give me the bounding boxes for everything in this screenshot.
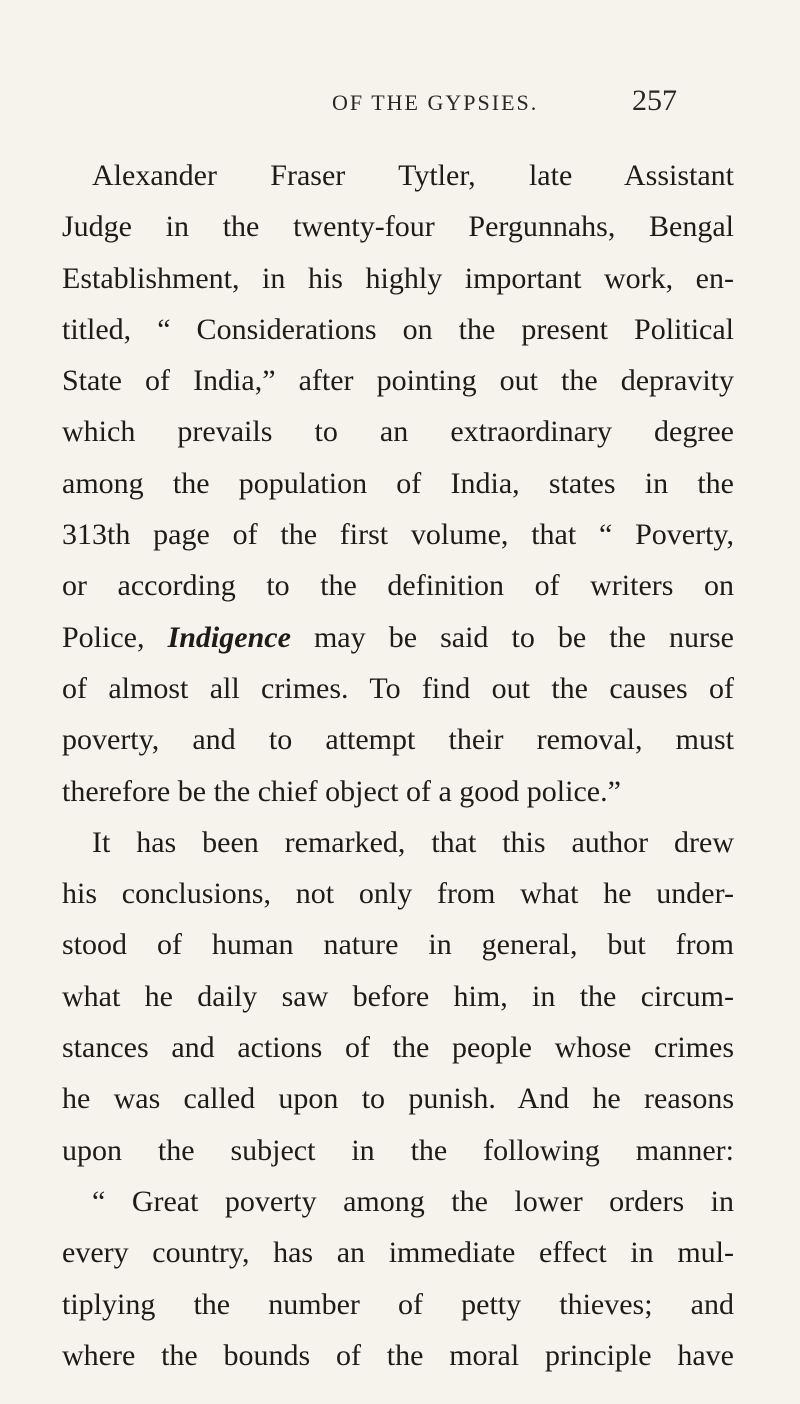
- text-line-22: every country, has an immediate effect in mul-: [62, 1236, 734, 1270]
- text-line-9: or according to the definition of writers on: [62, 569, 734, 603]
- body-text: [62, 150, 734, 1381]
- text-line-17: what he daily saw before him, in the circum-: [62, 979, 734, 1013]
- text-line-23: tiplying the number of petty thieves; and: [62, 1287, 734, 1321]
- text-line-1: Alexander Fraser Tytler, late Assistant: [92, 159, 734, 192]
- text-line-14: It has been remarked, that this author drew: [92, 825, 734, 859]
- text-line-7: among the population of India, states in the: [62, 466, 734, 500]
- text-line-10-start: Police,: [62, 620, 168, 654]
- text-line-24: where the bounds of the moral principle have: [62, 1338, 734, 1372]
- text-line-10-rest: may be said to be the nurse: [290, 620, 734, 654]
- text-line-11: of almost all crimes. To find out the causes of: [62, 671, 734, 705]
- running-head: [0, 82, 800, 122]
- text-line-16: stood of human nature in general, but from: [62, 928, 734, 962]
- text-line-10: [62, 612, 734, 663]
- text-line-18: stances and actions of the people whose crimes: [62, 1031, 734, 1065]
- running-title: OF THE GYPSIES.: [332, 90, 539, 115]
- page-number: 257: [632, 84, 677, 117]
- text-line-3: Establishment, in his highly important work, en-: [62, 261, 734, 295]
- italic-word-indigence: Indigence: [167, 620, 291, 654]
- text-line-6: which prevails to an extraordinary degree: [62, 415, 734, 449]
- text-line-20: upon the subject in the following manner:: [62, 1133, 734, 1167]
- text-line-15: his conclusions, not only from what he under-: [62, 877, 734, 911]
- text-line-12: poverty, and to attempt their removal, must: [62, 723, 734, 757]
- text-line-5: State of India,” after pointing out the depravity: [62, 364, 734, 398]
- text-line-2: Judge in the twenty-four Pergunnahs, Bengal: [62, 210, 734, 244]
- text-line-19: he was called upon to punish. And he reasons: [62, 1082, 734, 1116]
- text-line-4: titled, “ Considerations on the present Political: [62, 312, 734, 346]
- text-line-13: therefore be the chief object of a good police.”: [62, 774, 621, 808]
- text-line-21: “ Great poverty among the lower orders in: [92, 1184, 734, 1218]
- text-line-8: 313th page of the first volume, that “ Poverty,: [62, 518, 734, 552]
